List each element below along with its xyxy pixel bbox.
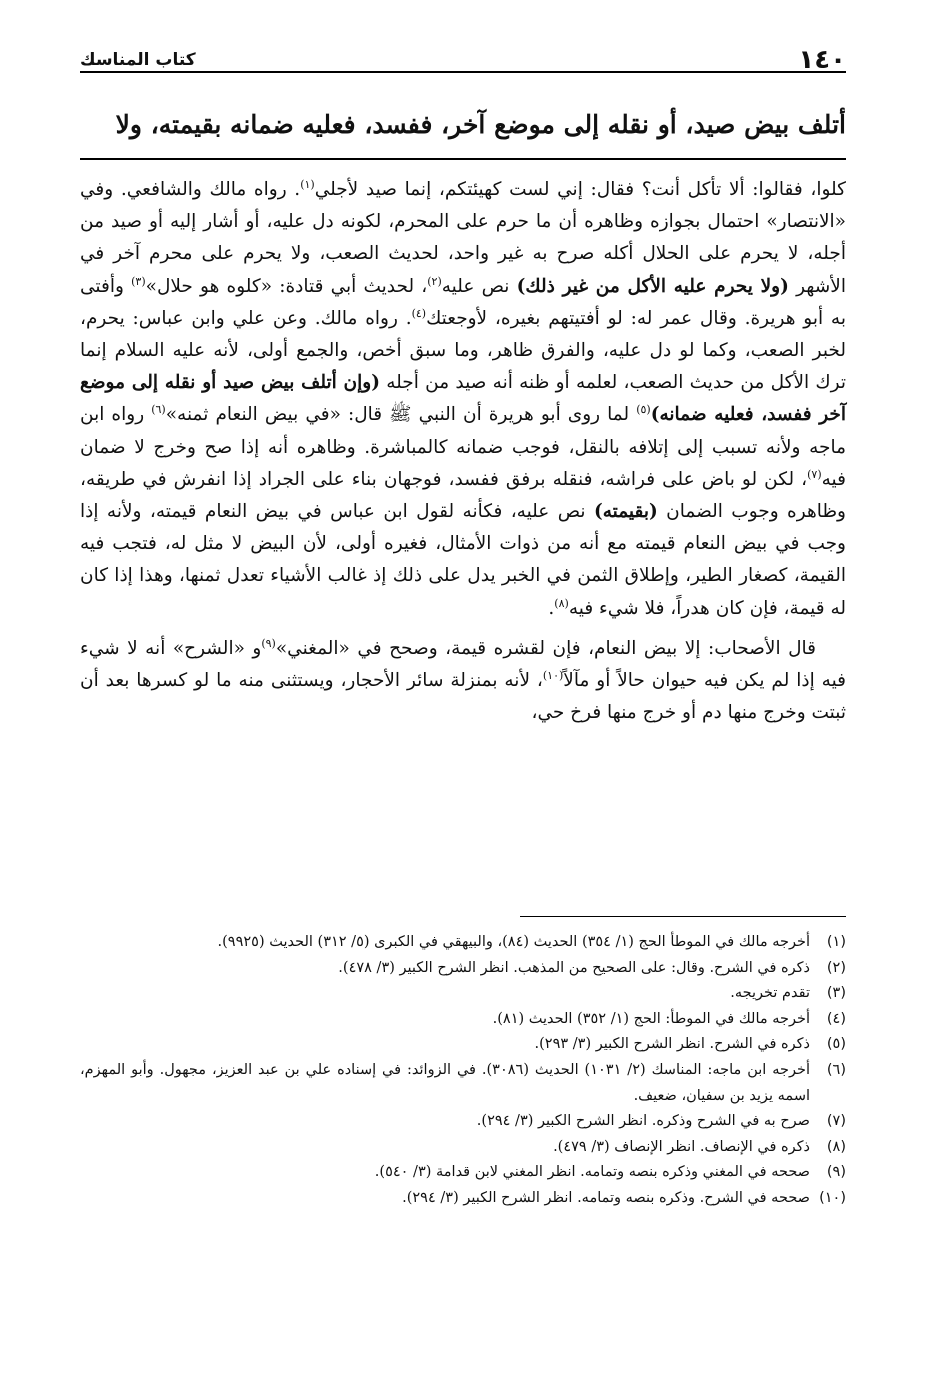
book-title: كتاب المناسك <box>80 50 196 70</box>
text-run: نص عليه <box>441 275 517 297</box>
footnote-number: (١) <box>826 934 846 950</box>
text-run: لما روى أبو هريرة أن النبي ﷺ قال: «في بيض النعام ثمنه» <box>165 404 637 426</box>
footnote-ref: (١٠) <box>542 668 564 682</box>
text-run: . رواه مالك والشافعي. وفي «الانتصار» احتمال بجوازه وظاهره أن ما حرم على المحرم، لكونه دل عليه، أو أشار إليه أو صيد من أجله، لا يحرم على الحلال أكله صرح به غير واحد، لحديث الصعب، ولا يحرم على محرم آخر في الأشهر <box>80 179 846 297</box>
footnote-separator <box>520 916 846 917</box>
text-run: و «الشرح» أنه لا شيء فيه إذا لم يكن فيه حيوان حالاً أو مآلاً <box>80 637 846 692</box>
footnote-text: صرح به في الشرح وذكره. انظر الشرح الكبير (٣/ ٢٩٤). <box>476 1113 810 1130</box>
footnote-number: (٥) <box>826 1036 846 1053</box>
footnote-ref: (٥) <box>636 403 651 417</box>
footnote-text: أخرجه مالك في الموطأ: الحج (١/ ٣٥٢) الحديث (٨١). <box>492 1010 810 1027</box>
matn-rule <box>80 158 846 160</box>
footnote-number: (٦) <box>826 1061 846 1078</box>
matn-text: أتلف بيض صيد، أو نقله إلى موضع آخر، ففسد، فعليه ضمانه بقيمته، ولا <box>115 110 846 139</box>
footnote-text: ذكره في الشرح. انظر الشرح الكبير (٣/ ٢٩٣). <box>534 1036 810 1053</box>
text-run: ، لكن لو باض على فراشه، فنقله برفق ففسد، فوجهان بناء على الجراد إذا انفرش في طريقه، وظاهره وجوب الضمان <box>80 468 846 523</box>
footnote <box>80 956 846 982</box>
footnote <box>80 1058 846 1109</box>
footnote-ref: (٧) <box>807 467 822 481</box>
text-run: نص عليه، فكأنه لقول ابن عباس في بيض النعام قيمته، ولأنه إذا وجب في بيض النعام قيمته مع أنه من ذوات الأمثال، فغيره أولى، لأن البيض لا مثل له، فتجب فيه القيمة، كصغار الطير، وإطلاق الثمن في الخبر يدل على ذلك إذ غالب الأشياء تعدل ثمنها، وهذا إذا كان له قيمة، فإن كان هدراً، فلا شيء فيه <box>80 501 846 619</box>
footnote-text: صححه في المغني وذكره بنصه وتمامه. انظر المغني لابن قدامة (٣/ ٥٤٠). <box>374 1164 810 1181</box>
footnote-ref: (٤) <box>411 306 427 320</box>
running-header <box>80 44 846 76</box>
footnote-number: (١٠) <box>819 1189 846 1206</box>
header-rule <box>80 71 846 73</box>
footnote-text: ذكره في الإنصاف. انظر الإنصاف (٣/ ٤٧٩). <box>553 1138 810 1155</box>
text-run: رواه ابن ماجه ولأنه تسبب إلى إتلافه بالنقل، فوجب ضمانه كالمباشرة. وظاهره أنه إذا صح وخرج لا ضمان فيه <box>80 404 846 490</box>
footnote-number: (٩) <box>826 1164 846 1181</box>
text-run: وأفتى به أبو هريرة. وقال عمر له: لو أفتيتهم بغيره، لأوجعتك <box>80 275 846 329</box>
footnote <box>80 981 846 1007</box>
footnote-text: أخرجه مالك في الموطأ الحج (١/ ٣٥٤) الحديث (٨٤)، والبيهقي في الكبرى (٥/ ٣١٢) الحديث (٩٩٢٥). <box>217 934 810 950</box>
footnote-text: ذكره في الشرح. وقال: على الصحيح من المذهب. انظر الشرح الكبير (٣/ ٤٧٨). <box>338 959 810 976</box>
text-run: قال الأصحاب: إلا بيض النعام، فإن لقشره قيمة، وصحح في «المغني» <box>275 637 816 659</box>
footnote-text: صححه في الشرح. وذكره بنصه وتمامه. انظر الشرح الكبير (٣/ ٢٩٤). <box>402 1189 810 1206</box>
footnote <box>80 1186 846 1212</box>
commentary-body <box>80 174 846 729</box>
footnote <box>80 930 846 956</box>
footnote <box>80 1007 846 1033</box>
matn-quote: (ولا يحرم عليه الأكل من غير ذلك) <box>516 275 789 297</box>
text-run: ، لحديث أبي قتادة: «كلوه هو حلال» <box>145 275 428 297</box>
footnote <box>80 1109 846 1135</box>
footnote <box>80 1160 846 1186</box>
footnote-text: تقدم تخريجه. <box>730 985 810 1002</box>
footnote-ref: (٦) <box>151 403 166 417</box>
footnote-text: أخرجه ابن ماجه: المناسك (٢/ ١٠٣١) الحديث (٣٠٨٦). في الزوائد: في إسناده علي بن عبد العزيز، مجهول. وأبو المهزم، اسمه يزيد بن سفيان، ضعيف. <box>80 1061 810 1104</box>
text-run: . رواه مالك. وعن علي وابن عباس: يحرم، لخبر الصعب، وكما لو دل عليه، والفرق ظاهر، وما سبق أخص، والجمع أولى، لأنه عليه السلام إنما ترك الأكل من حديث الصعب، لعلمه أو ظنه أنه صيد من أجله <box>80 307 846 394</box>
footnote-ref: (١) <box>300 177 315 191</box>
footnotes <box>80 930 846 1212</box>
paragraph-1 <box>80 174 846 625</box>
footnote <box>80 1135 846 1161</box>
paragraph-2 <box>80 633 846 730</box>
footnote-ref: (٩) <box>261 636 276 650</box>
footnote-number: (٤) <box>826 1010 846 1027</box>
text-run: ، لأنه بمنزلة سائر الأحجار، ويستثنى منه ما لو كسرها بعد أن ثبتت وخرج منها دم أو خرج منها فرخ حي، <box>80 670 846 724</box>
text-run: كلوا، فقالوا: ألا تأكل أنت؟ فقال: إني لست كهيئتكم، إنما صيد لأجلي <box>314 179 846 200</box>
matn-quote: (بقيمته) <box>593 501 658 523</box>
page-number: ١٤٠ <box>798 45 846 75</box>
footnote-number: (٣) <box>826 985 846 1002</box>
footnote-number: (٢) <box>826 959 846 976</box>
footnote-ref: (٨) <box>554 596 569 610</box>
footnote-ref: (٢) <box>427 274 442 288</box>
footnote-ref: (٣) <box>131 274 146 288</box>
footnote <box>80 1032 846 1058</box>
footnote-number: (٨) <box>826 1138 846 1155</box>
text-run: . <box>548 597 555 619</box>
footnote-number: (٧) <box>826 1113 846 1130</box>
matn-quote: (وإن أتلف بيض صيد أو نقله إلى موضع آخر ففسد، فعليه ضمانه) <box>80 372 846 426</box>
